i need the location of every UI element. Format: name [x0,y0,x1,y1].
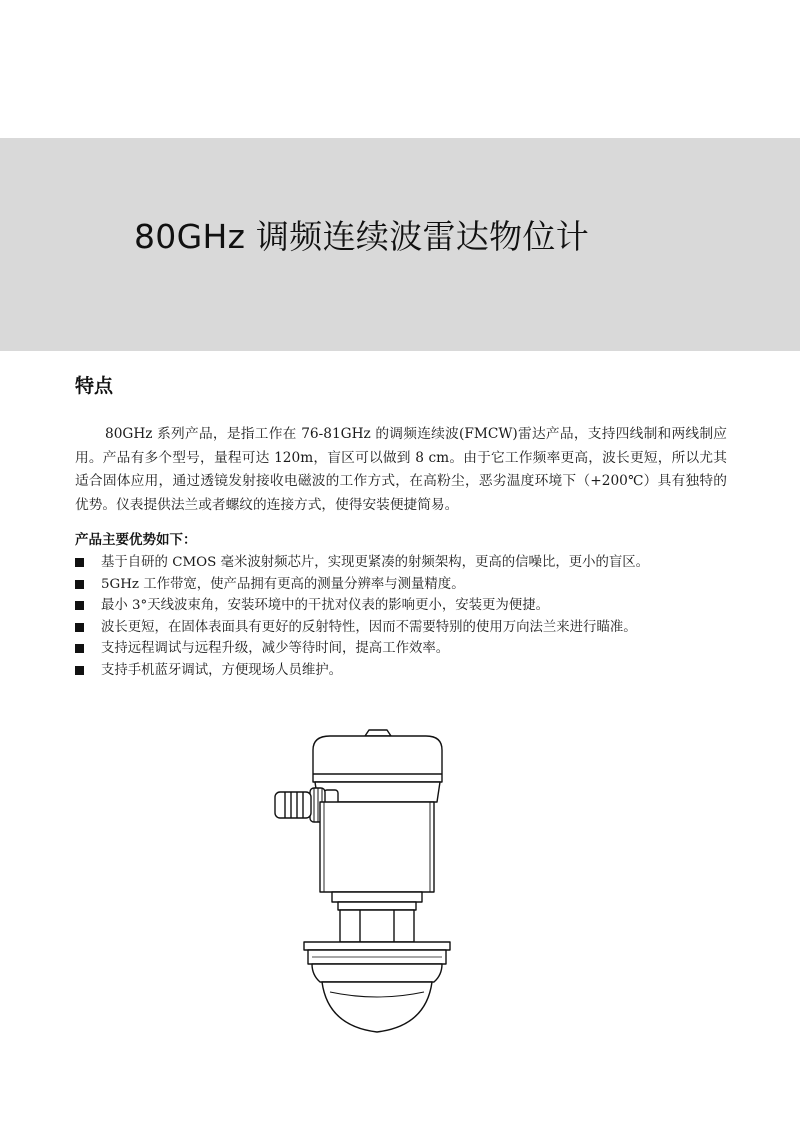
advantages-heading: 产品主要优势如下： [75,532,197,548]
square-bullet-icon [75,558,84,567]
list-item [75,617,735,639]
radar-level-gauge-drawing [268,720,480,1050]
list-item [75,552,735,574]
list-item-text: 支持远程调试与远程升级，减少等待时间，提高工作效率。 [101,641,450,656]
intro-paragraph: 80GHz 系列产品，是指工作在 76-81GHz 的调频连续波(FMCW)雷达产品，支持四线制和两线制应用。产品有多个型号，量程可达 120m，盲区可以做到 8 cm。由于它工作频率更高，波长更短，所以尤其适合固体应用，通过透镜发射接收电磁波的工作方式，在高粉尘，恶劣温度环境下（+200℃）具有独特的优势。仪表提供法兰或者螺纹的连接方式，使得安装便捷简易。 [75,426,727,513]
page-title: 80GHz 调频连续波雷达物位计 [134,217,589,256]
square-bullet-icon [75,580,84,589]
list-item [75,638,735,660]
list-item-text: 支持手机蓝牙调试，方便现场人员维护。 [101,662,343,678]
advantages-list [75,552,735,681]
list-item-text: 基于自研的 CMOS 毫米波射频芯片，实现更紧凑的射频架构，更高的信噪比，更小的盲区。 [101,555,650,570]
list-item [75,574,735,596]
square-bullet-icon [75,644,84,653]
features-heading: 特点 [75,375,114,397]
list-item-text: 5GHz 工作带宽，使产品拥有更高的测量分辨率与测量精度。 [101,576,465,592]
list-item-text: 波长更短，在固体表面具有更好的反射特性，因而不需要特别的使用万向法兰来进行瞄准。 [101,619,637,635]
list-item [75,660,735,682]
list-item-text: 最小 3°天线波束角，安装环境中的干扰对仪表的影响更小，安装更为便捷。 [101,598,549,613]
square-bullet-icon [75,666,84,675]
list-item [75,595,735,617]
square-bullet-icon [75,623,84,632]
square-bullet-icon [75,601,84,610]
